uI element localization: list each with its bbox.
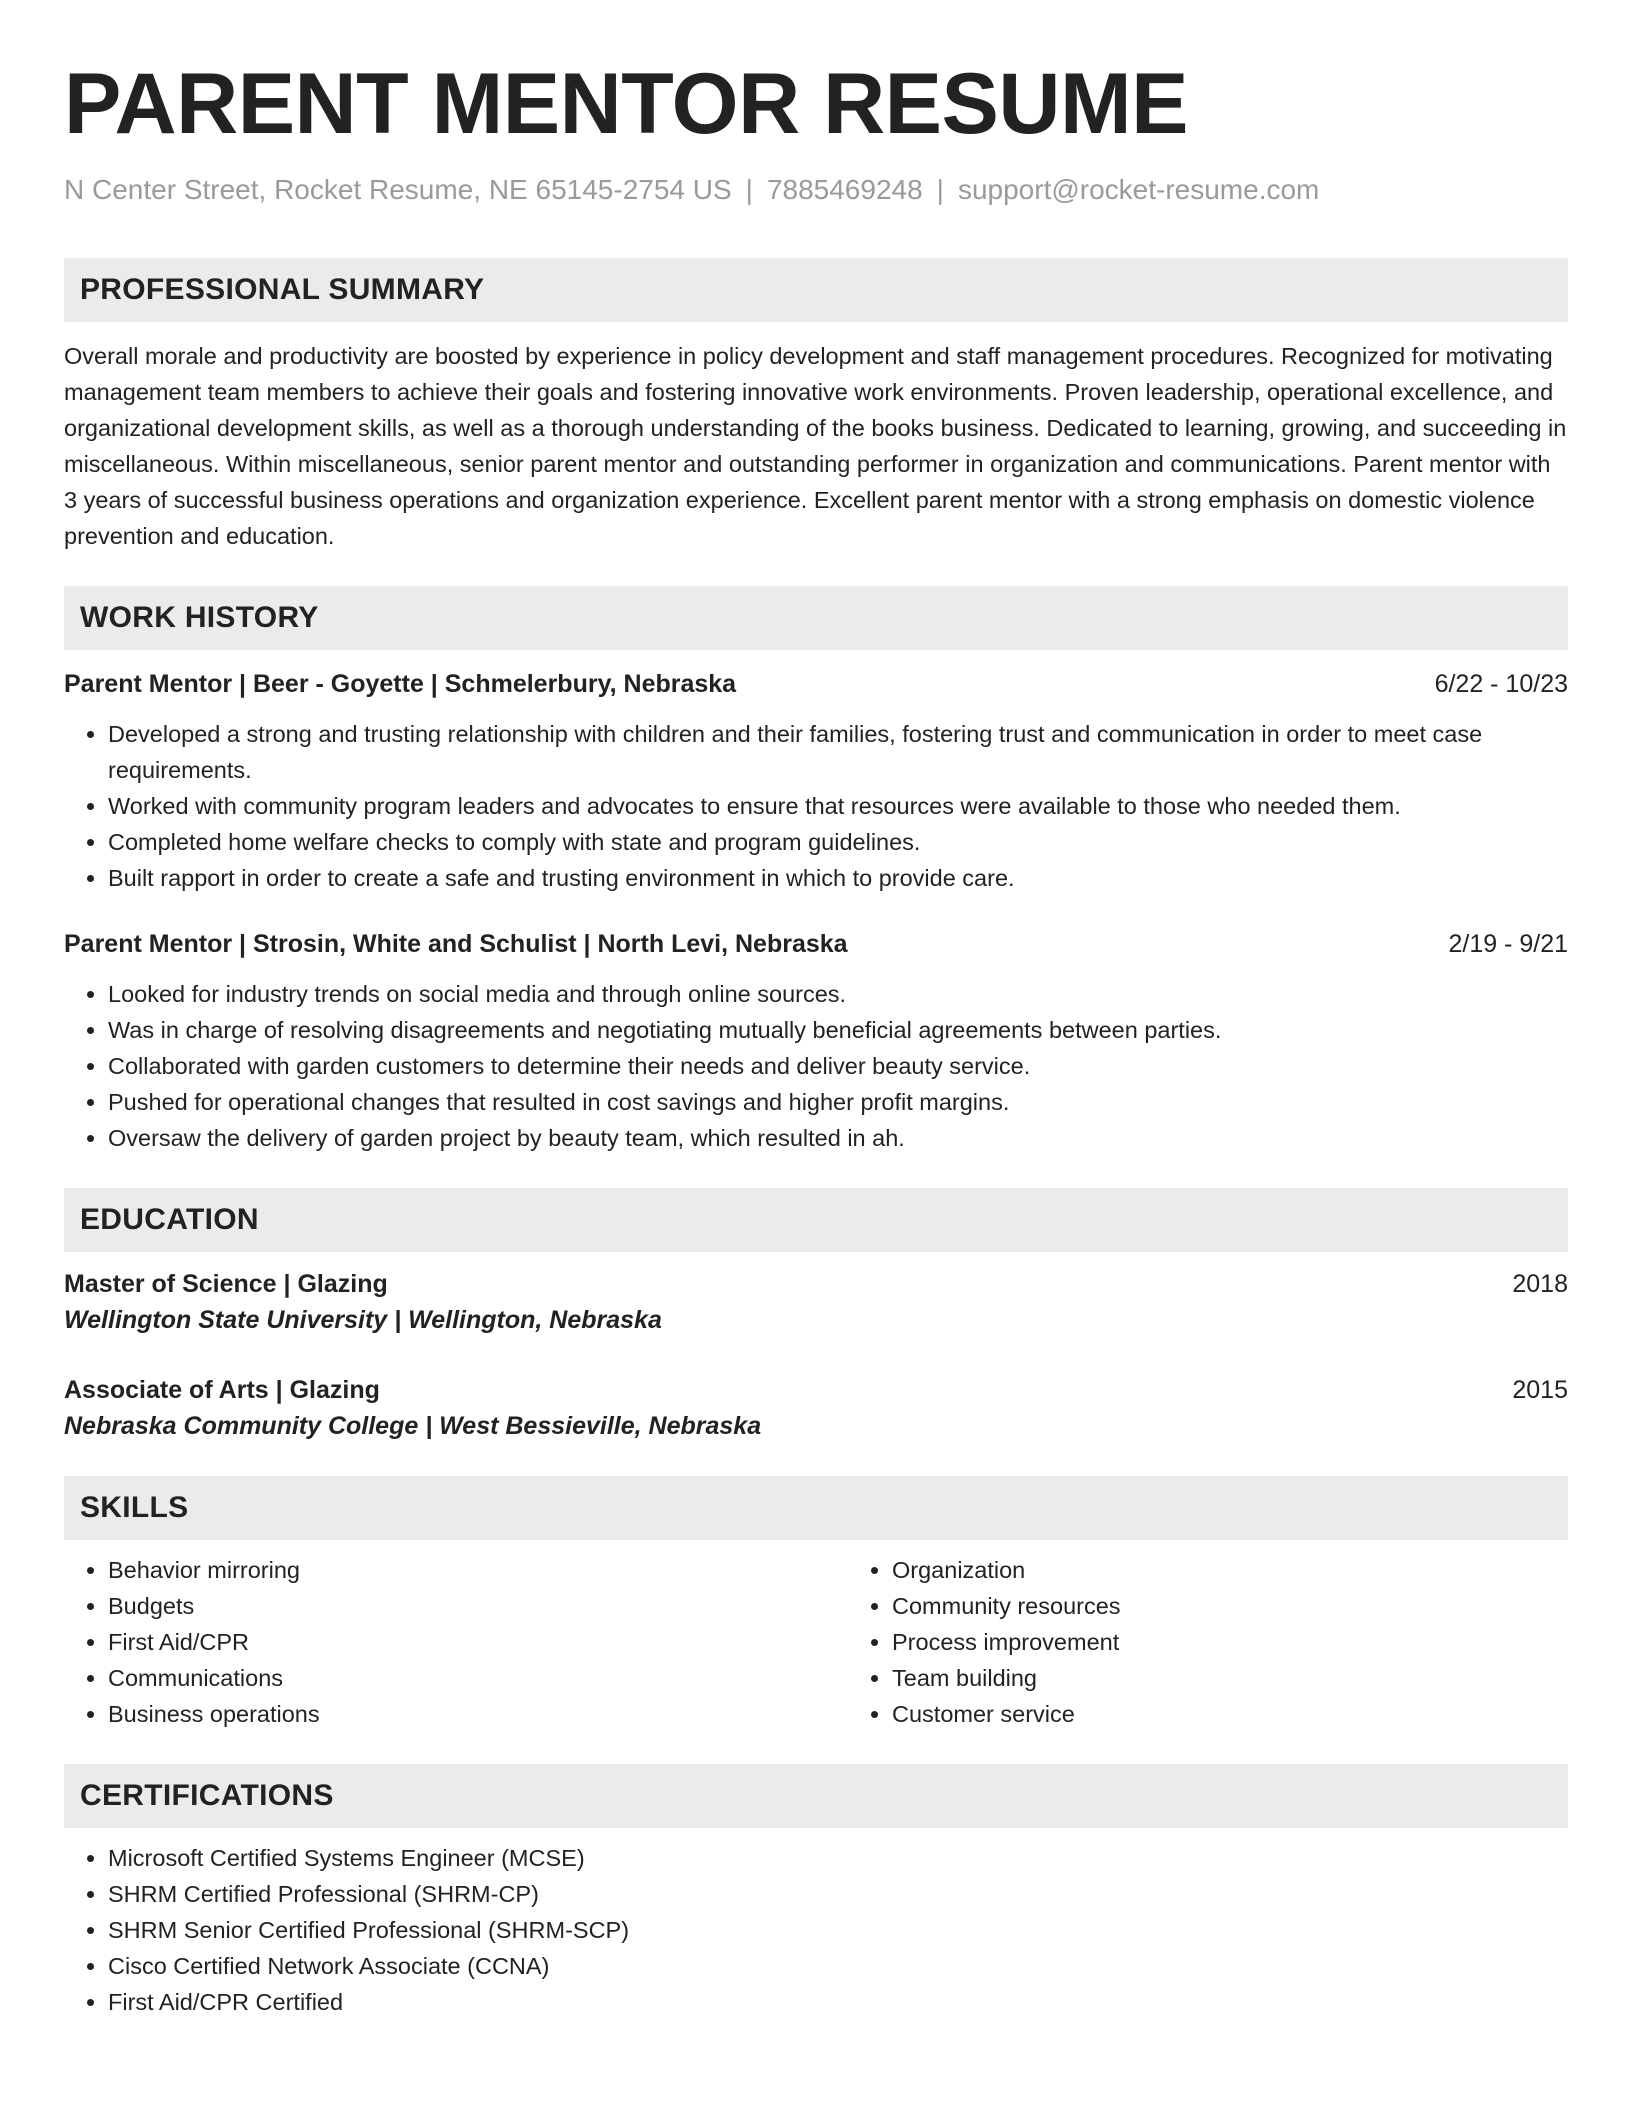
certification-item: • First Aid/CPR Certified: [108, 1984, 1568, 2020]
contact-separator: |: [936, 174, 944, 205]
education-header: [64, 1372, 1568, 1408]
certifications-list: [64, 1840, 1568, 2020]
job-bullet: • Collaborated with garden customers to determine their needs and deliver beauty service.: [108, 1048, 1568, 1084]
skills-heading: SKILLS: [64, 1476, 1568, 1540]
education-header: [64, 1266, 1568, 1302]
education-heading: EDUCATION: [64, 1188, 1568, 1252]
job-entry: [64, 926, 1568, 1156]
skill-item: • Communications: [108, 1660, 848, 1696]
job-dates: 2/19 - 9/21: [1448, 930, 1568, 958]
job-bullet: • Built rapport in order to create a safe and trusting environment in which to provide care.: [108, 860, 1568, 896]
education-degree: Master of Science | Glazing: [64, 1270, 388, 1298]
education-degree: Associate of Arts | Glazing: [64, 1376, 380, 1404]
skill-item: • Organization: [892, 1552, 1121, 1588]
summary-text: Overall morale and productivity are boosted by experience in policy development and staff management procedures. Recognized for motivating management team members to achieve their goals and fostering innovative work environments. Proven leadership, operational excellence, and organizational development skills, as well as a thorough understanding of the books business. Dedicated to learning, growing, and succeeding in miscellaneous. Within miscellaneous, senior parent mentor and outstanding performer in organization and communications. Parent mentor with 3 years of successful business operations and organization experience. Excellent parent mentor with a strong emphasis on domestic violence prevention and education.: [64, 343, 1567, 549]
education-entry: [64, 1266, 1568, 1338]
skill-item: • Behavior mirroring: [108, 1552, 848, 1588]
contact-email: support@rocket-resume.com: [957, 174, 1320, 205]
contact-phone: 7885469248: [766, 174, 923, 205]
education-entry: [64, 1372, 1568, 1444]
job-header: [64, 666, 1568, 702]
education-year: 2015: [1512, 1376, 1568, 1404]
resume-title: PARENT MENTOR RESUME: [64, 56, 1188, 152]
skill-item: • Process improvement: [892, 1624, 1121, 1660]
job-bullet: • Completed home welfare checks to comply with state and program guidelines.: [108, 824, 1568, 860]
skills-column-right: [848, 1552, 1121, 1732]
certification-item: • SHRM Certified Professional (SHRM-CP): [108, 1876, 1568, 1912]
education-school: Nebraska Community College | West Bessieville, Nebraska: [64, 1412, 762, 1440]
skill-item: • Community resources: [892, 1588, 1121, 1624]
job-bullet: • Developed a strong and trusting relationship with children and their families, fostering trust and communication in order to meet case requirements.: [108, 716, 1568, 788]
job-title: Parent Mentor | Strosin, White and Schulist | North Levi, Nebraska: [64, 930, 848, 958]
skill-item: • First Aid/CPR: [108, 1624, 848, 1660]
contact-address: N Center Street, Rocket Resume, NE 65145-2754 US: [64, 174, 732, 205]
job-dates: 6/22 - 10/23: [1434, 670, 1568, 698]
job-bullet: • Oversaw the delivery of garden project by beauty team, which resulted in ah.: [108, 1120, 1568, 1156]
job-bullet: • Was in charge of resolving disagreements and negotiating mutually beneficial agreements between parties.: [108, 1012, 1568, 1048]
certification-item: • Cisco Certified Network Associate (CCNA): [108, 1948, 1568, 1984]
work-history-heading: WORK HISTORY: [64, 586, 1568, 650]
skill-item: • Budgets: [108, 1588, 848, 1624]
job-bullet: • Looked for industry trends on social media and through online sources.: [108, 976, 1568, 1012]
job-bullets: [64, 976, 1568, 1156]
certifications-heading: CERTIFICATIONS: [64, 1764, 1568, 1828]
contact-line: [64, 172, 1568, 208]
summary-heading: PROFESSIONAL SUMMARY: [64, 258, 1568, 322]
job-bullet: • Worked with community program leaders and advocates to ensure that resources were available to those who needed them.: [108, 788, 1568, 824]
skills-grid: [64, 1552, 1568, 1732]
skill-item: • Team building: [892, 1660, 1121, 1696]
certification-item: • SHRM Senior Certified Professional (SHRM-SCP): [108, 1912, 1568, 1948]
job-bullets: [64, 716, 1568, 896]
job-entry: [64, 666, 1568, 896]
contact-separator: |: [745, 174, 753, 205]
job-title: Parent Mentor | Beer - Goyette | Schmelerbury, Nebraska: [64, 670, 737, 698]
skill-item: • Business operations: [108, 1696, 848, 1732]
job-header: [64, 926, 1568, 962]
job-bullet: • Pushed for operational changes that resulted in cost savings and higher profit margins.: [108, 1084, 1568, 1120]
certification-item: • Microsoft Certified Systems Engineer (MCSE): [108, 1840, 1568, 1876]
skill-item: • Customer service: [892, 1696, 1121, 1732]
education-year: 2018: [1512, 1270, 1568, 1298]
skills-column-left: [64, 1552, 848, 1732]
education-school: Wellington State University | Wellington, Nebraska: [64, 1306, 662, 1334]
